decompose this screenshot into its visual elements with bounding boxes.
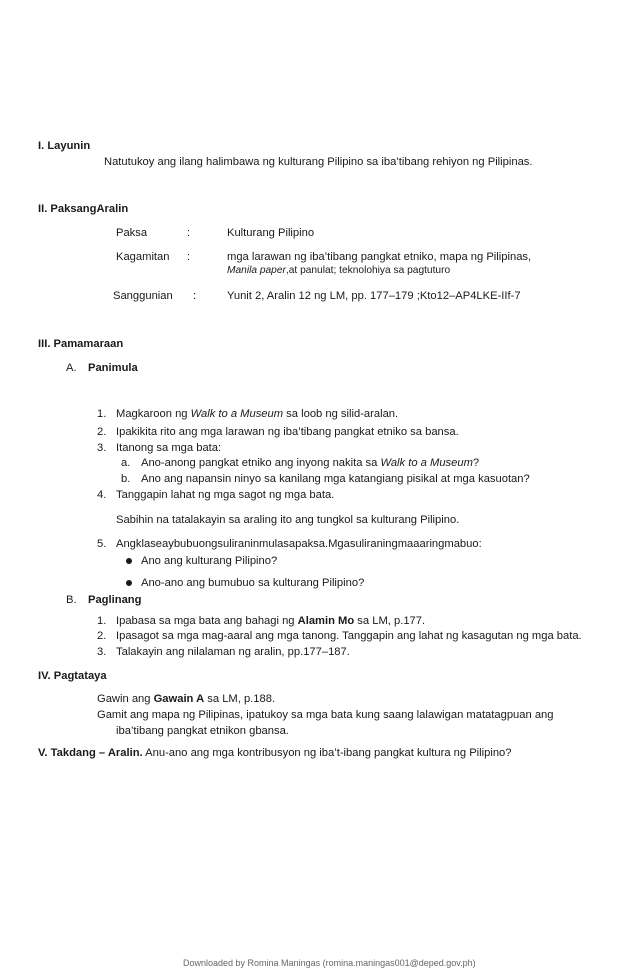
item-2-number: 2. xyxy=(97,426,107,438)
paglinang-1-post: sa LM, p.177. xyxy=(354,615,426,627)
layunin-text: Natutukoy ang ilang halimbawa ng kulturang Pilipino sa iba’tibang rehiyon ng Pilipinas. xyxy=(104,156,533,168)
kagamitan-line-1: mga larawan ng iba’tibang pangkat etniko, mapa ng Pilipinas, xyxy=(227,251,532,263)
sabihin-text: Sabihin na tatalakayin sa araling ito ang tungkol sa kulturang Pilipino. xyxy=(116,514,460,526)
item-3b-text: Ano ang napansin ninyo sa kanilang mga katangiang pisikal at mga kasuotan? xyxy=(141,473,530,485)
paksa-label: Paksa xyxy=(116,227,148,239)
item-4-number: 4. xyxy=(97,489,107,501)
item-1-italic: Walk to a Museum xyxy=(190,408,284,420)
subsection-b-letter: B. xyxy=(66,594,77,606)
section-5-heading: V. Takdang – Aralin. xyxy=(38,747,143,759)
kagamitan-label: Kagamitan xyxy=(116,251,170,263)
takdang-aralin-text: Anu-ano ang mga kontribusyon ng iba’t-ibang pangkat kultura ng Pilipino? xyxy=(142,747,512,759)
sanggunian-label: Sanggunian xyxy=(113,290,173,302)
question-1-text: Ano ang kulturang Pilipino? xyxy=(141,555,278,567)
item-1-post: sa loob ng silid-aralan. xyxy=(283,408,399,420)
question-2-text: Ano-ano ang bumubuo sa kulturang Pilipino? xyxy=(141,577,365,589)
item-3a-italic: Walk to a Museum xyxy=(380,457,473,469)
item-3a-letter: a. xyxy=(121,457,131,469)
pagtataya-pre: Gawin ang xyxy=(97,693,154,705)
section-2-heading: II. PaksangAralin xyxy=(38,203,129,215)
sanggunian-value: Yunit 2, Aralin 12 ng LM, pp. 177–179 ;Kto12–AP4LKE-IIf-7 xyxy=(227,290,521,302)
item-3a-pre: Ano-anong pangkat etniko ang inyong nakita sa xyxy=(141,457,381,469)
item-5-number: 5. xyxy=(97,538,107,550)
paglinang-3-text: Talakayin ang nilalaman ng aralin, pp.177–187. xyxy=(116,646,350,658)
bullet-icon xyxy=(126,558,132,564)
section-5-line xyxy=(38,746,512,760)
paksa-colon: : xyxy=(187,227,191,239)
paglinang-3-number: 3. xyxy=(97,646,107,658)
subsection-b-title: Paglinang xyxy=(88,594,142,606)
item-5-text: Angklaseaybubuongsuliraninmulasapaksa.Mgasuliraningmaaaringmabuo: xyxy=(116,538,482,550)
item-1-number: 1. xyxy=(97,408,107,420)
kagamitan-rest: ,at panulat; teknolohiya sa pagtuturo xyxy=(285,265,451,276)
kagamitan-colon: : xyxy=(187,251,191,263)
section-4-heading: IV. Pagtataya xyxy=(38,670,107,682)
section-1-heading: I. Layunin xyxy=(38,140,91,152)
item-1-text xyxy=(116,407,398,421)
item-2-text: Ipakikita rito ang mga larawan ng iba’tibang pangkat etniko sa bansa. xyxy=(116,426,459,438)
download-footer: Downloaded by Romina Maningas (romina.maningas001@deped.gov.ph) xyxy=(183,958,476,968)
paglinang-2-text: Ipasagot sa mga mag-aaral ang mga tanong. Tanggapin ang lahat ng kasagutan ng mga bata. xyxy=(116,630,582,642)
item-1-pre: Magkaroon ng xyxy=(116,408,191,420)
subsection-a-letter: A. xyxy=(66,362,77,374)
kagamitan-line-2 xyxy=(227,265,450,278)
bullet-icon xyxy=(126,580,132,586)
item-3-text: Itanong sa mga bata: xyxy=(116,442,222,454)
item-4-text: Tanggapin lahat ng mga sagot ng mga bata. xyxy=(116,489,335,501)
subsection-a-title: Panimula xyxy=(88,362,138,374)
item-3-number: 3. xyxy=(97,442,107,454)
section-3-heading: III. Pamamaraan xyxy=(38,338,124,350)
item-3b-letter: b. xyxy=(121,473,131,485)
paglinang-2-number: 2. xyxy=(97,630,107,642)
pagtataya-bold: Gawain A xyxy=(153,693,205,705)
paglinang-1-text xyxy=(116,614,425,628)
pagtataya-line-3: iba’tibang pangkat etnikon gbansa. xyxy=(116,725,289,737)
paglinang-1-pre: Ipabasa sa mga bata ang bahagi ng xyxy=(116,615,298,627)
sanggunian-colon: : xyxy=(193,290,197,302)
pagtataya-line-1 xyxy=(97,692,275,706)
item-3a-text xyxy=(141,456,479,470)
paksa-value: Kulturang Pilipino xyxy=(227,227,315,239)
paglinang-1-number: 1. xyxy=(97,615,107,627)
pagtataya-post: sa LM, p.188. xyxy=(204,693,276,705)
paglinang-1-bold: Alamin Mo xyxy=(297,615,355,627)
item-3a-post: ? xyxy=(472,457,480,469)
kagamitan-italic: Manila paper xyxy=(227,265,286,276)
pagtataya-line-2: Gamit ang mapa ng Pilipinas, ipatukoy sa mga bata kung saang lalawigan matatagpuan ang xyxy=(97,709,554,721)
